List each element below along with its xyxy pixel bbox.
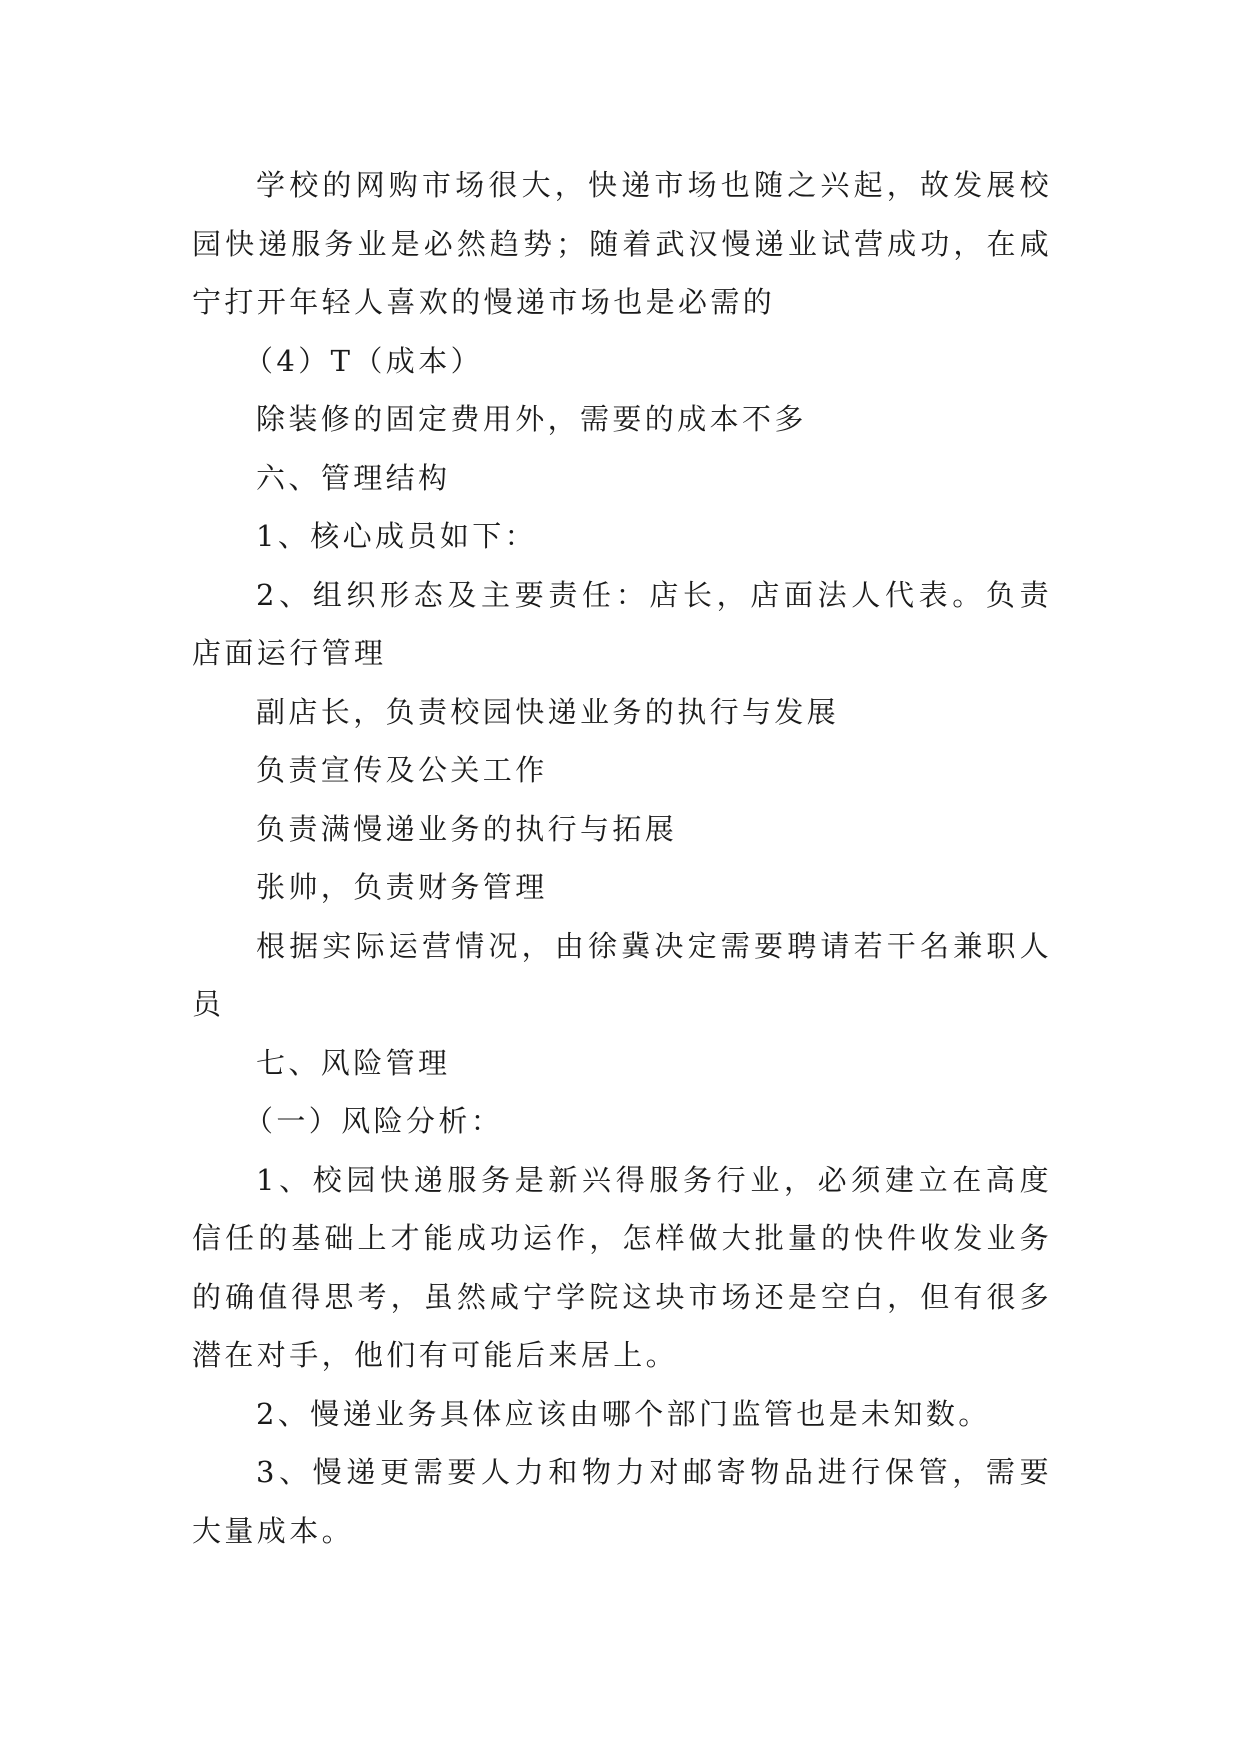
- paragraph-campus-market: 学校的网购市场很大，快递市场也随之兴起，故发展校园快递服务业是必然趋势；随着武汉慢递业试营成功，在咸宁打开年轻人喜欢的慢递市场也是必需的: [192, 168, 1052, 319]
- subsection-heading-risk-analysis: （一）风险分析：: [244, 1104, 504, 1138]
- document-body: [192, 156, 1052, 1560]
- paragraph-part-time: 根据实际运营情况，由徐冀决定需要聘请若干名兼职人员: [192, 928, 1052, 1021]
- paragraph-core-members: 1、核心成员如下：: [256, 519, 538, 553]
- paragraph-slow-delivery: 负责满慢递业务的执行与拓展: [256, 811, 678, 846]
- paragraph-finance: 张帅，负责财务管理: [256, 870, 548, 904]
- paragraph-publicity: 负责宣传及公关工作: [256, 753, 548, 787]
- paragraph-risk-1: 1、校园快递服务是新兴得服务行业，必须建立在高度信任的基础上才能成功运作，怎样做大批量的快件收发业务的确值得思考，虽然咸宁学院这块市场还是空白，但有很多潜在对手，他们有可能后来居上。: [192, 1162, 1052, 1372]
- section-heading-risk: 七、风险管理: [256, 1045, 451, 1080]
- section-heading-management: 六、管理结构: [256, 460, 451, 495]
- paragraph-organization: 2、组织形态及主要责任：店长，店面法人代表。负责店面运行管理: [192, 577, 1052, 670]
- paragraph-risk-3: 3、慢递更需要人力和物力对邮寄物品进行保管，需要大量成本。: [192, 1455, 1052, 1548]
- paragraph-risk-2: 2、慢递业务具体应该由哪个部门监管也是未知数。: [256, 1396, 991, 1431]
- paragraph-cost-heading: （4）T（成本）: [244, 343, 483, 378]
- paragraph-deputy-manager: 副店长，负责校园快递业务的执行与发展: [256, 694, 840, 729]
- paragraph-cost-note: 除装修的固定费用外，需要的成本不多: [256, 402, 807, 436]
